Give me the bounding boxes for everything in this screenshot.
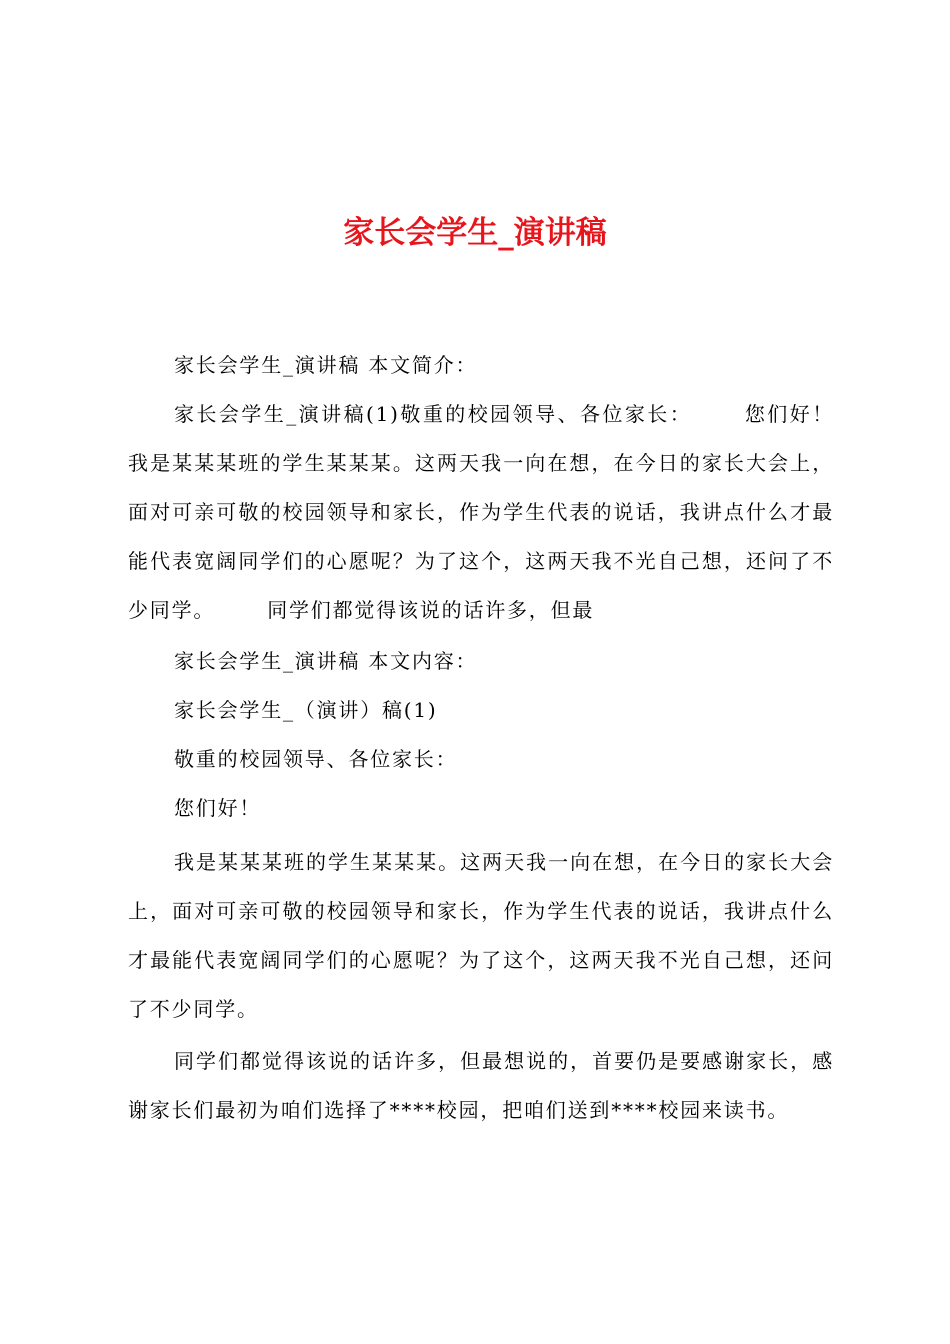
body-paragraph-1: 我是某某某班的学生某某某。这两天我一向在想，在今日的家长大会上，面对可亲可敬的校园领导和家长，作为学生代表的说话，我讲点什么才最能代表宽阔同学们的心愿呢？为了这个，这两天我不光自己想，还问了不少同学。 — [128, 850, 834, 1021]
content-heading: 家长会学生_演讲稿 本文内容： — [174, 649, 478, 673]
summary-part-3: 同学们都觉得该说的话许多，但最 — [267, 598, 595, 622]
speech-title: 家长会学生_（演讲）稿(1) — [174, 698, 438, 722]
summary-paragraph — [128, 390, 834, 635]
greeting: 您们好！ — [174, 796, 262, 820]
summary-part-2: 您们好！我是某某某班的学生某某某。这两天我一向在想，在今日的家长大会上，面对可亲可敬的校园领导和家长，作为学生代表的说话，我讲点什么才最能代表宽阔同学们的心愿呢？为了这个，这两天我不光自己想，还问了不少同学。 — [128, 402, 834, 622]
summary-heading: 家长会学生_演讲稿 本文简介： — [174, 353, 478, 377]
summary-part-1: 家长会学生_演讲稿(1)敬重的校园领导、各位家长： — [174, 402, 693, 426]
salutation: 敬重的校园领导、各位家长： — [174, 747, 458, 771]
body-paragraph-2: 同学们都觉得该说的话许多，但最想说的，首要仍是要感谢家长，感谢家长们最初为咱们选择了****校园，把咱们送到****校园来读书。 — [128, 1049, 834, 1122]
document-title: 家长会学生_演讲稿 — [343, 215, 607, 251]
